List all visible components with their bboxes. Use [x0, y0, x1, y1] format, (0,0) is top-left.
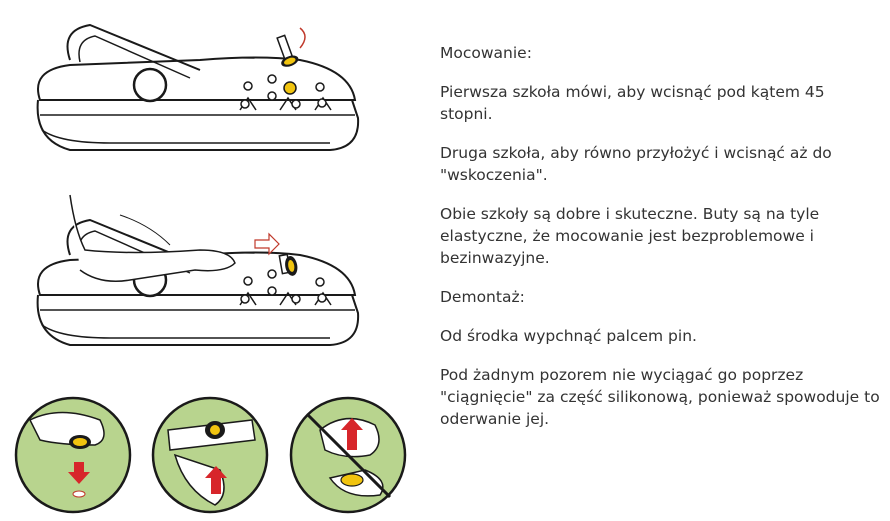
- push-pin-up-icon: [153, 398, 267, 512]
- push-pin-out-icon: [16, 398, 130, 512]
- clog-with-hand-icon: [38, 195, 359, 345]
- no-pull-icon: [291, 398, 405, 512]
- paragraph-first-method: Pierwsza szkoła mówi, aby wcisnąć pod kątem 45 stopni.: [440, 83, 825, 123]
- paragraph-warning: Pod żadnym pozorem nie wyciągać go poprzez "ciągnięcie" za część silikonową, ponieważ spowoduje to oderwanie jej.: [440, 366, 880, 428]
- installation-illustration: [0, 0, 420, 521]
- instructions-text: [440, 42, 880, 447]
- heading-mounting: Mocowanie:: [440, 44, 532, 62]
- heading-removal: Demontaż:: [440, 288, 525, 306]
- clog-icon: [38, 25, 359, 150]
- paragraph-second-method: Druga szkoła, aby równo przyłożyć i wcisnąć aż do "wskoczenia".: [440, 144, 832, 184]
- paragraph-push-out: Od środka wypchnąć palcem pin.: [440, 327, 697, 345]
- paragraph-both-methods: Obie szkoły są dobre i skuteczne. Buty są na tyle elastyczne, że mocowanie jest bezproblemowe i bezinwazyjne.: [440, 205, 820, 267]
